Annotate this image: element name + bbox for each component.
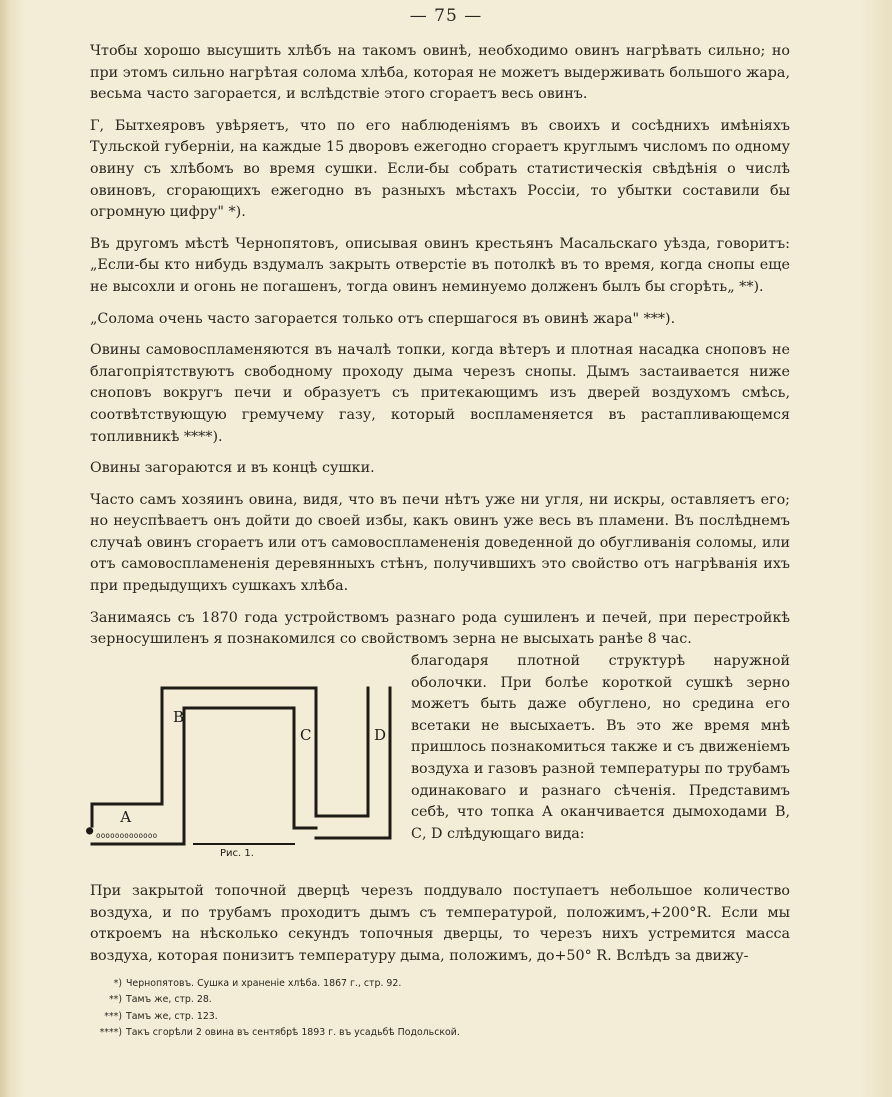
figure-1 (84, 676, 404, 866)
paragraph-9: При закрытой топочной дверцѣ черезъ поддувало поступаетъ небольшое количество воздуха, и по трубамъ проходитъ дымъ съ температурой, положимъ,+200°R. Если мы откроемъ на нѣсколько секундъ топочныя дверцы, то черезъ нихъ устремится масса воздуха, которая понизитъ температуру дыма, положимъ, до+50° R. Вслѣдъ за движу- (90, 883, 790, 964)
footnote-mark: ****) (99, 1027, 122, 1039)
figure-side-text: благодаря плотной структурѣ наружной оболочки. При болѣе короткой сушкѣ зерно можетъ быть даже обуглено, но средина его всетаки не высыхаетъ. Въ это же время мнѣ пришлось познакомиться также и съ движеніемъ воздуха и газовъ разной температуры по трубамъ одинаковаго и разнаго сѣченія. Представимъ себѣ, что топка А оканчивается дымоходами В, С, D слѣдующаго вида: (411, 653, 790, 842)
grate: ooooooooooooo (96, 831, 158, 840)
footnote-text: Тамъ же, стр. 123. (126, 1010, 218, 1022)
flue-diagram (84, 676, 404, 866)
paragraph-5: Овины самовоспламеняются въ началѣ топки, когда вѣтеръ и плотная насадка сноповъ не благопріятствуютъ свободному проходу дыма черезъ снопы. Дымъ застаивается ниже сноповъ вокругъ печи и образуетъ съ притекающимъ изъ дверей воздухомъ смѣсь, соотвѣтствующую гремучему газу, который воспламеняется въ растапливающемся топливникѣ ****). (90, 342, 790, 445)
footnote-mark: *) (113, 978, 122, 989)
footnote-mark: **) (108, 994, 122, 1006)
page-number: — 75 — (409, 6, 483, 26)
paragraph-2: Г, Бытхеяровъ увѣряетъ, что по его наблюденіямъ въ своихъ и сосѣднихъ имѣніяхъ Тульской губерніи, на каждые 15 дворовъ ежегодно сгораетъ круглымъ числомъ по одному овину съ хлѣбомъ во время сушки. Если-бы собрать статистическія свѣдѣнія о числѣ овиновъ, сгорающихъ ежегодно въ разныхъ мѣстахъ Россіи, то убытки составили бы огромную цифру" *). (90, 117, 790, 221)
footnote-text: Тамъ же, стр. 28. (126, 994, 212, 1006)
label-a: А (120, 808, 132, 826)
footnote (90, 1009, 790, 1025)
paragraph-3: Въ другомъ мѣстѣ Чернопятовъ, описывая овинъ крестьянъ Масальскаго уѣзда, говоритъ: „Если-бы кто нибудь вздумалъ закрыть отверстіе въ потолкѣ въ то время, когда снопы еще не высохли и огонь не погашенъ, тогда овинъ неминуемо долженъ былъ бы сгорѣть„ **). (90, 235, 790, 295)
figure-caption: Рис. 1. (220, 848, 254, 859)
label-d: D (374, 726, 387, 744)
paragraph-4: „Солома очень часто загорается только отъ спершагося въ овинѣ жара" ***). (90, 310, 676, 327)
footnote-text: Чернопятовъ. Сушка и храненіе хлѣба. 1867 г., стр. 92. (126, 978, 402, 989)
footnote (90, 976, 790, 992)
paragraph-6: Овины загораются и въ концѣ сушки. (90, 460, 375, 477)
label-c: С (300, 726, 312, 744)
label-b: В (173, 708, 185, 726)
paragraph-7: Часто самъ хозяинъ овина, видя, что въ печи нѣтъ уже ни угля, ни искры, оставляетъ его; но неуспѣваетъ онъ дойти до своей избы, какъ овинъ уже весь въ пламени. Въ послѣднемъ случаѣ овинъ сгораетъ или отъ самовоспламененія доведенной до обугливанія соломы, или отъ самовоспламененія деревянныхъ стѣнъ, получившихъ это свойство отъ нагрѣванія ихъ при предыдущихъ сушкахъ хлѣба. (90, 491, 790, 595)
footnote-text: Такъ сгорѣли 2 овина въ сентябрѣ 1893 г. въ усадьбѣ Подольской. (126, 1027, 460, 1039)
footnote (90, 992, 790, 1008)
footnotes (90, 976, 790, 1042)
paragraph-8: Занимаясь съ 1870 года устройствомъ разнаго рода сушиленъ и печей, при перестройкѣ зерносушиленъ я познакомился со свойствомъ зерна не высыхать ранѣе 8 час. (90, 609, 790, 648)
footnote-mark: ***) (104, 1010, 122, 1022)
fire-door-icon: ● (86, 823, 94, 837)
main-text-block (90, 41, 790, 661)
footnote (90, 1025, 790, 1041)
paragraph-1: Чтобы хорошо высушить хлѣбъ на такомъ овинѣ, необходимо овинъ нагрѣвать сильно; но при этомъ сильно нагрѣтая солома хлѣба, которая не можетъ выдерживать большого жара, весьма часто загорается, и вслѣдствіе этого сгораетъ весь овинъ. (90, 43, 790, 103)
